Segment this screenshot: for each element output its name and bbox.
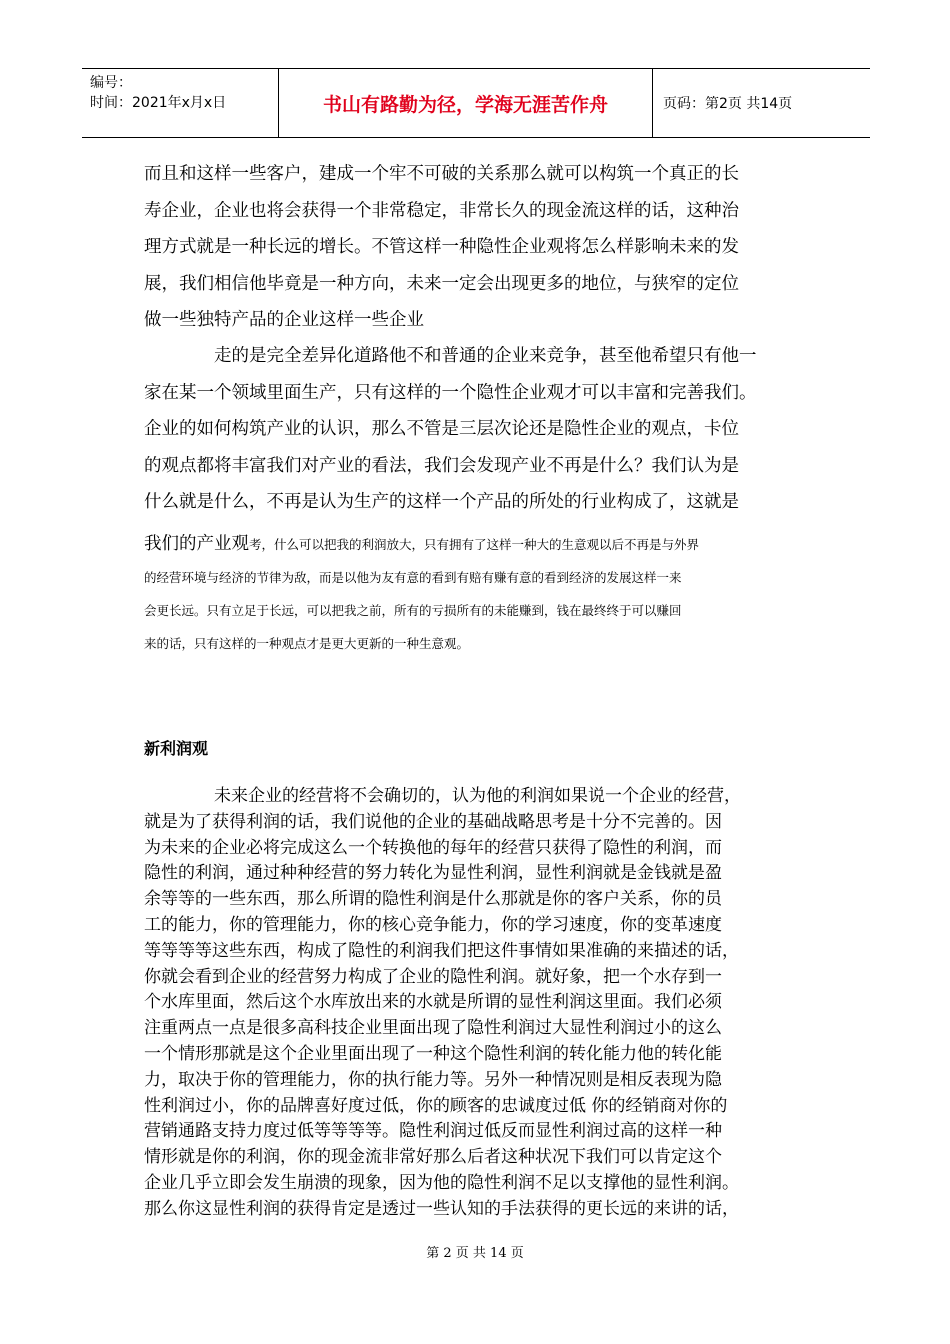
text-line: 隐性的利润，通过种种经营的努力转化为显性利润，显性利润就是金钱就是盈 [144,863,722,884]
text-line: 你就会看到企业的经营努力构成了企业的隐性利润。就好象，把一个水存到一 [144,966,722,987]
text-line: 理方式就是一种长远的增长。不管这样一种隐性企业观将怎么样影响未来的发 [144,237,739,257]
text-line: 而且和这样一些客户，建成一个牢不可破的关系那么就可以构筑一个真正的长 [144,164,739,184]
text-line: 等等等等这些东西，构成了隐性的利润我们把这件事情如果准确的来描述的话， [144,940,739,961]
text-line [144,528,806,561]
text-line: 寿企业，企业也将会获得一个非常稳定，非常长久的现金流这样的话，这种治 [144,200,739,221]
text-line: 什么就是什么，不再是认为生产的这样一个产品的所处的行业构成了，这就是 [144,492,739,512]
document-header [82,68,870,138]
text-line-rest: 考，什么可以把我的利润放大，只有拥有了这样一种大的生意观以后不再是与外界 [249,537,700,552]
text-line: 个水库里面，然后这个水库放出来的水就是所谓的显性利润这里面。我们必须 [144,992,722,1013]
paragraph-1 [144,156,806,339]
text-line: 家在某一个领域里面生产，只有这样的一个隐性企业观才可以丰富和完善我们。 [144,382,757,403]
text-line: 企业的如何构筑产业的认识，那么不管是三层次论还是隐性企业的观点，卡位 [144,419,739,439]
text-line: 企业几乎立即会发生崩溃的现象，因为他的隐性利润不足以支撑他的显性利润。 [144,1172,739,1193]
paragraph-2 [144,338,806,521]
serial-number-label: 编号： [90,75,132,91]
text-line: 情形就是你的利润，你的现金流非常好那么后者这种状况下我们可以肯定这个 [144,1147,722,1168]
text-line: 展，我们相信他毕竟是一种方向，未来一定会出现更多的地位，与狭窄的定位 [144,273,739,294]
section-heading: 新利润观 [144,739,209,758]
text-line: 做一些独特产品的企业这样一些企业 [144,310,424,330]
date-label: 时间：2021年x月x日 [90,95,227,111]
header-motto: 书山有路勤为径，学海无涯苦作舟 [279,69,653,137]
text-line: 为未来的企业必将完成这么一个转换他的每年的经营只获得了隐性的利润，而 [144,837,722,858]
text-line: 一个情形那就是这个企业里面出现了一种这个隐性利润的转化能力他的转化能 [144,1043,722,1064]
header-page-info: 页码：第2页 共14页 [663,96,793,112]
text-line: 会更长远。只有立足于长远，可以把我之前，所有的亏损所有的未能赚到，钱在最终终于可以赚回 [144,603,682,618]
text-line: 走的是完全差异化道路他不和普通的企业来竞争，甚至他希望只有他一 [214,346,757,366]
text-line: 的经营环境与经济的节律为敌，而是以他为友有意的看到有赔有赚有意的看到经济的发展这样一来 [144,570,682,585]
text-line: 工的能力，你的管理能力，你的核心竞争能力，你的学习速度，你的变革速度 [144,914,722,935]
page-footer: 第 2 页 共 14 页 [426,1246,524,1261]
text-line-lead: 我们的产业观 [144,534,249,554]
text-line: 的观点都将丰富我们对产业的看法，我们会发现产业不再是什么？我们认为是 [144,455,739,476]
text-line: 力，取决于你的管理能力，你的执行能力等。另外一种情况则是相反表现为隐 [144,1069,722,1090]
text-line: 就是为了获得利润的话，我们说他的企业的基础战略思考是十分不完善的。因 [144,811,722,832]
paragraph-2-small [144,528,806,660]
text-line: 营销通路支持力度过低等等等等。隐性利润过低反而显性利润过高的这样一种 [144,1121,722,1142]
text-line: 那么你这显性利润的获得肯定是透过一些认知的手法获得的更长远的来讲的话， [144,1198,739,1219]
text-line: 未来企业的经营将不会确切的，认为他的利润如果说一个企业的经营， [214,786,741,806]
paragraph-3 [144,784,806,1223]
text-line: 来的话，只有这样的一种观点才是更大更新的一种生意观。 [144,636,470,651]
text-line: 性利润过小，你的品牌喜好度过低，你的顾客的忠诚度过低 你的经销商对你的 [144,1095,728,1116]
header-meta-cell [82,69,279,137]
text-line: 注重两点一点是很多高科技企业里面出现了隐性利润过大显性利润过小的这么 [144,1018,722,1039]
text-line: 余等等的一些东西，那么所谓的隐性利润是什么那就是你的客户关系，你的员 [144,889,722,910]
